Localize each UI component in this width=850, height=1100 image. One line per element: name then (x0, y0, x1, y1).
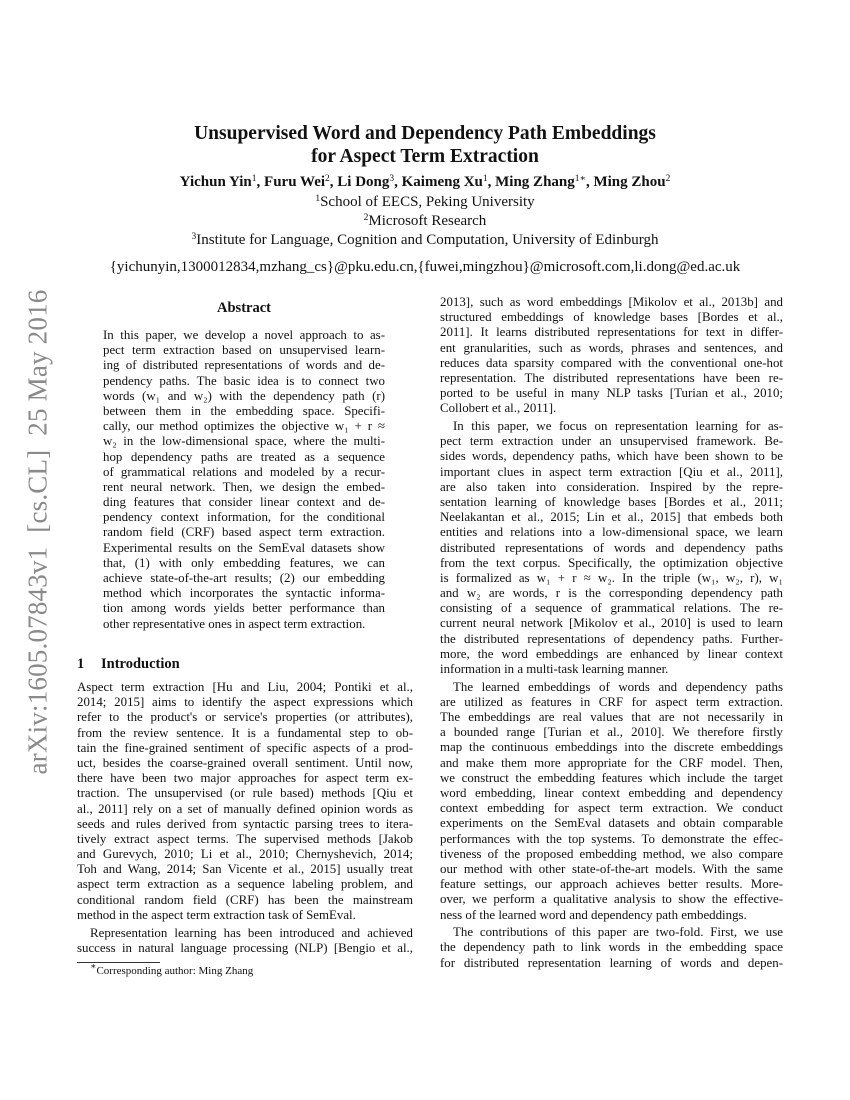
text-line: tiveness of the proposed embedding method, we also compare (440, 846, 783, 861)
abstract-heading: Abstract (217, 300, 271, 316)
text-line: and make them more appropriate for the CRF model. Then, (440, 755, 783, 770)
text-line: success in natural language processing (NLP) [Bengio et al., (77, 940, 413, 955)
text-line: context embedding for aspect term extraction. We conduct (440, 801, 783, 816)
text-line: more, the word embeddings are enhanced by linear context (440, 646, 783, 661)
text-line: In this paper, we develop a novel approach to as- (103, 328, 385, 342)
text-line: pect term extraction based on unsupervised learn- (103, 343, 385, 358)
text-line: pendency paths. The basic idea is to connect two (103, 373, 385, 388)
text-line: map the continuous embeddings into the discrete embeddings (440, 740, 783, 755)
text-line: from the text corpus. Specifically, the optimization objective (440, 555, 783, 570)
text-line: pect term extraction under an unsupervised framework. Be- (440, 434, 783, 449)
author-list: Yichun Yin$^1$, Furu Wei$^2$, Li Dong$^3$, Kaimeng Xu$^1$, Ming Zhang$^{1∗}$, Ming Zhou$^2$ (179, 174, 671, 190)
paragraph (440, 295, 783, 417)
left-column-body (77, 680, 413, 958)
text-line: performances with the top systems. To demonstrate the effec- (440, 831, 783, 846)
text-line: uct, besides the coarse-grained overall sentiment. Until now, (77, 755, 413, 770)
affiliation: $^2$Microsoft Research (363, 213, 487, 229)
text-line: reduces data sparsity compared with the conventional one-hot (440, 355, 783, 370)
text-line: Representation learning has been introduced and achieved (90, 925, 413, 940)
title-line-1: Unsupervised Word and Dependency Path Embeddings (194, 123, 656, 144)
text-line: important clues in aspect term extraction [Qiu et al., 2011], (440, 464, 783, 479)
author-emails: {yichunyin,1300012834,mzhang_cs}@pku.edu.cn,{fuwei,mingzhou}@microsoft.com,li.dong@ed.ac.uk (109, 259, 741, 275)
section-title: Introduction (101, 656, 180, 672)
text-line: over, we perform a qualitative analysis to show the effective- (440, 892, 783, 907)
text-line: In this paper, we focus on representation learning for as- (453, 419, 783, 433)
text-line: ported to be useful in many NLP tasks [Turian et al., 2010; (440, 386, 783, 401)
abstract-body (103, 328, 385, 634)
affiliation-list (0, 193, 850, 250)
text-line: traction. The unsupervised (or rule based) methods [Qiu et (77, 786, 413, 801)
text-line: current neural network [Mikolov et al., 2010] is used to learn (440, 616, 783, 631)
text-line: there have been two major approaches for aspect term ex- (77, 771, 413, 786)
paragraph (77, 680, 413, 923)
text-line: ding features that consider linear context and de- (103, 495, 385, 510)
text-line: sides words, dependency paths, which have been shown to be (440, 449, 783, 464)
paragraph (103, 328, 385, 632)
text-line: for distributed representation learning of words and depen- (440, 955, 783, 970)
text-line: and Gurevych, 2010; Li et al., 2010; Chernyshevich, 2014; (77, 847, 413, 862)
footnote: ∗Corresponding author: Ming Zhang (90, 962, 254, 977)
text-line: words (w₁ and w₂) with the dependency path (r) (103, 388, 385, 403)
text-line: of grammatical relations and modeled by a recur- (103, 464, 385, 479)
text-line: cally, our method optimizes the objective w₁ + r ≈ (103, 419, 385, 434)
text-line: tion among words yields better performance than (103, 601, 385, 616)
text-line: Toh and Wang, 2014; San Vicente et al., 2015] usually treat (77, 862, 413, 877)
text-line: refer to the product's or service's properties (or attributes), (77, 710, 413, 725)
text-line: achieve state-of-the-art results; (2) our embedding (103, 571, 385, 585)
text-line: distributed representations of words and dependency paths (440, 540, 783, 555)
text-line: aspect term extraction as a sequence labeling problem, and (77, 877, 413, 892)
text-line: and w₂ are words, r is the corresponding dependency path (440, 586, 783, 601)
text-line: Collobert et al., 2011]. (440, 401, 557, 416)
text-line: The embeddings are real values that are not necessarily in (440, 710, 783, 725)
right-column-body (440, 295, 783, 973)
text-line: the dependency path to link words in the embedding space (440, 940, 783, 955)
paragraph (440, 419, 783, 677)
text-line: ing of distributed representations of words and de- (103, 358, 385, 373)
text-line: The learned embeddings of words and dependency paths (453, 679, 783, 694)
text-line: 2013], such as word embeddings [Mikolov et al., 2013b] and (440, 295, 783, 309)
text-line: between them in the embedding space. Specifi- (103, 403, 385, 418)
text-line: entities and relations into a low-dimensional space, we learn (440, 525, 783, 540)
paragraph (440, 680, 783, 923)
affiliation: $^3$Institute for Language, Cognition and Computation, University of Edinburgh (191, 232, 659, 248)
text-line: are also taken into consideration. Inspired by the repre- (440, 479, 783, 494)
text-line: seeds and rules derived from syntactic parsing trees to itera- (77, 816, 413, 831)
text-line: consisting of a sequence of grammatical relations. The re- (440, 601, 783, 616)
text-line: ent granularities, such as words, phrases and sentences, and (440, 340, 783, 355)
text-line: Neelakantan et al., 2015; Lin et al., 2015] that embeds both (440, 510, 783, 525)
author: Kaimeng Xu$^1$ (401, 174, 488, 190)
text-line: experiments on the SemEval datasets and obtain comparable (440, 816, 783, 831)
text-line: method in the aspect term extraction task of SemEval. (77, 907, 356, 922)
text-line: a bounded range [Turian et al., 2010]. We therefore firstly (440, 725, 783, 740)
author: Yichun Yin$^1$ (179, 174, 257, 190)
text-line: al., 2011] rely on a set of manually defined opinion words as (77, 801, 413, 816)
text-line: Aspect term extraction [Hu and Liu, 2004; Pontiki et al., (77, 680, 413, 694)
paragraph (440, 925, 783, 971)
text-line: 2011]. It learns distributed representations for text in differ- (440, 325, 783, 340)
section-heading-introduction (77, 656, 180, 673)
text-line: representation. The distributed representations have been re- (440, 370, 783, 385)
text-line: tively extract aspect terms. The supervised methods [Jakob (77, 831, 413, 846)
text-line: The contributions of this paper are two-fold. First, we use (453, 925, 783, 940)
text-line: feature settings, our approach achieves better results. More- (440, 877, 783, 892)
text-line: w₂ in the low-dimensional space, where the multi- (103, 434, 385, 449)
section-number: 1 (77, 656, 85, 672)
text-line: Experimental results on the SemEval datasets show (103, 540, 385, 555)
text-line: we construct the embedding features which include the target (440, 770, 783, 785)
text-line: ness of the learned word and dependency path embeddings. (440, 907, 747, 922)
text-line: rent neural network. Then, we design the embed- (103, 479, 385, 494)
affiliation: $^1$School of EECS, Peking University (315, 194, 535, 210)
text-line: is formalized as w₁ + r ≈ w₂. In the triple (w₁, w₂, r), w₁ (440, 570, 783, 585)
paragraph (77, 926, 413, 956)
text-line: sentation learning of knowledge bases [Bordes et al., 2011; (440, 494, 783, 509)
arxiv-stamp: arXiv:1605.07843v1 [cs.CL] 25 May 2016 (22, 289, 53, 775)
text-line: are utilized as features in CRF for aspect term extraction. (440, 694, 783, 709)
text-line: random field (CRF) based aspect term extraction. (103, 525, 385, 540)
text-line: information in a multi-task learning manner. (440, 662, 669, 676)
text-line: 2014; 2015] aims to identify the aspect expressions which (77, 695, 413, 710)
text-line: word embedding, linear context embedding and dependency (440, 786, 783, 800)
text-line: that, (1) with only embedding features, we can (103, 555, 385, 570)
author: Ming Zhang$^{1∗}$ (495, 174, 586, 190)
text-line: our method with other state-of-the-art models. With the same (440, 861, 783, 876)
text-line: from the review sentence. It is a fundamental step to ob- (77, 725, 413, 740)
paper-title (0, 122, 850, 168)
text-line: hop dependency paths are treated as a sequence (103, 449, 385, 464)
text-line: pendency context information, for the conditional (103, 510, 385, 525)
title-line-2: for Aspect Term Extraction (311, 146, 539, 167)
text-line: other representative ones in aspect term extraction. (103, 616, 366, 631)
text-line: the distributed representations of dependency paths. Further- (440, 631, 783, 646)
text-line: method which incorporates the syntactic informa- (103, 586, 385, 601)
text-line: tain the fine-grained sentiment of specific aspects of a prod- (77, 740, 413, 755)
author: Li Dong$^3$ (337, 174, 395, 190)
author: Ming Zhou$^2$ (593, 174, 671, 190)
author: Furu Wei$^2$ (264, 174, 330, 190)
text-line: conditional random field (CRF) has been the mainstream (77, 892, 413, 907)
text-line: structured embeddings of knowledge bases [Bordes et al., (440, 310, 783, 325)
